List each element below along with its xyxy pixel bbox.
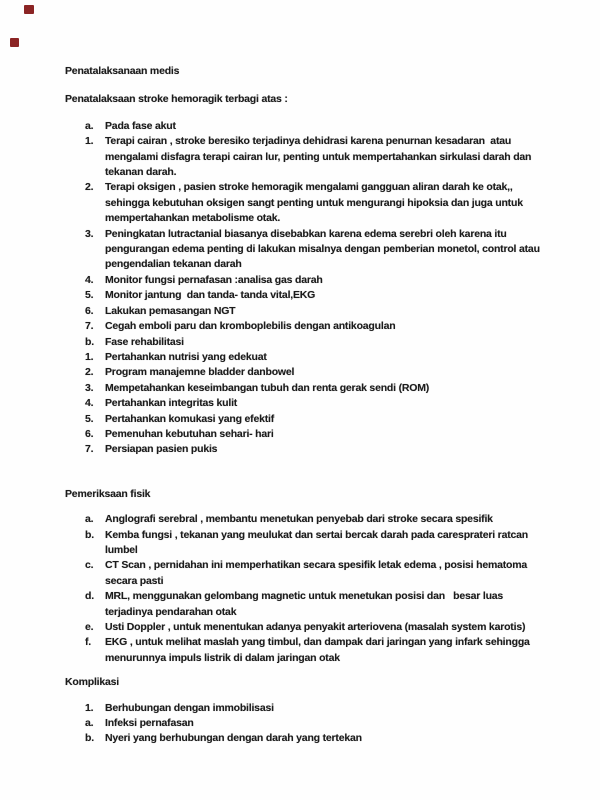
list-marker: b. [85,335,94,348]
list-text: Berhubungan dengan immobilisasi [105,701,274,714]
list-item [85,412,547,427]
list-item [85,381,547,396]
list-item [85,528,547,559]
list-item [85,134,547,180]
list-text: Pertahankan komukasi yang efektif [105,412,275,425]
list-item [85,716,547,731]
list-item [85,512,547,527]
list-text: Lakukan pemasangan NGT [105,304,236,317]
physical-exam-list [65,512,547,666]
list-marker: 1. [85,135,94,148]
list-marker: 4. [85,273,94,286]
list-marker: 1. [85,350,94,363]
list-marker: 6. [85,304,94,317]
list-text: Pertahankan nutrisi yang edekuat [105,350,267,363]
treatment-list [65,119,547,458]
list-text: Cegah emboli paru dan kromboplebilis dengan antikoagulan [105,320,396,333]
list-marker: 3. [85,227,94,240]
list-item [85,558,547,589]
list-item [85,396,547,411]
page-title: Penatalaksanaan medis [65,65,180,77]
list-item [85,701,547,716]
list-text: Monitor jantung dan tanda- tanda vital,EKG [105,289,316,302]
list-item [85,731,547,746]
list-marker: a. [85,119,94,132]
list-marker: d. [85,590,94,603]
list-item [85,273,547,288]
list-item [85,635,547,666]
list-text: Peningkatan lutractanial biasanya disebabkan karena edema serebri oleh karena itu pengurangan edema penting di lakukan misalnya dengan pemberian monetol, control atau pengendalian tekanan darah [105,227,543,271]
list-text: Infeksi pernafasan [105,717,194,730]
list-marker: 1. [85,701,94,714]
list-text: Terapi cairan , stroke beresiko terjadinya dehidrasi karena penurnan kesadaran atau mengalami disfagra terapi cairan lur, penting untuk mempertahankan sirkulasi darah dan tekanan darah. [105,135,534,179]
list-text: Mempetahankan keseimbangan tubuh dan renta gerak sendi (ROM) [105,381,430,394]
list-text: Program manajemne bladder danbowel [105,366,295,379]
list-marker: f. [85,636,92,649]
red-mark-artifact [24,5,34,14]
list-marker: 5. [85,412,94,425]
list-item [85,319,547,334]
list-marker: b. [85,732,94,745]
list-text: Kemba fungsi , tekanan yang meulukat dan sertai bercak darah pada caresprateri ratcan lumbel [105,528,531,556]
list-item [85,589,547,620]
list-text: EKG , untuk melihat maslah yang timbul, dan dampak dari jaringan yang infark sehingga menurunnya impuls listrik di dalam jaringan otak [105,636,533,664]
list-item [85,227,547,273]
list-text: CT Scan , pernidahan ini memperhatikan secara spesifik letak edema , posisi hematoma secara pasti [105,559,530,587]
list-marker: a. [85,717,94,730]
list-text: Pemenuhan kebutuhan sehari- hari [105,427,274,440]
list-marker: e. [85,621,94,633]
list-text: Pertahankan integritas kulit [105,397,238,410]
red-mark-artifact [10,38,19,47]
list-marker: 7. [85,443,94,456]
list-item [85,620,547,635]
list-marker: 2. [85,366,94,379]
list-item [85,365,547,380]
list-marker: 7. [85,320,94,333]
list-text: Anglografi serebral , membantu menetukan penyebab dari stroke secara spesifik [105,513,493,526]
list-item [85,304,547,319]
complications-list [65,701,547,747]
subheading: Penatalaksaan stroke hemoragik terbagi atas : [65,92,288,105]
list-text: Pada fase akut [105,119,176,132]
list-item [85,180,547,226]
list-marker: a. [85,513,94,526]
list-item [85,288,547,303]
list-text: Persiapan pasien pukis [105,443,218,456]
section-title-pemeriksaan-fisik: Pemeriksaan fisik [65,487,151,500]
section-title-komplikasi: Komplikasi [65,676,120,689]
list-marker: b. [85,528,94,541]
list-item [85,335,547,350]
list-marker: c. [85,559,94,572]
list-marker: 6. [85,427,94,440]
list-text: MRL, menggunakan gelombang magnetic untuk menetukan posisi dan besar luas terjadinya pendarahan otak [105,590,506,618]
list-text: Monitor fungsi pernafasan :analisa gas darah [105,273,323,286]
list-marker: 5. [85,289,94,302]
list-item [85,442,547,457]
list-text: Nyeri yang berhubungan dengan darah yang tertekan [105,732,362,745]
list-item [85,119,547,134]
list-text: Usti Doppler , untuk menentukan adanya penyakit arteriovena (masalah system karotis) [105,621,526,633]
list-item [85,427,547,442]
list-item [85,350,547,365]
list-marker: 3. [85,381,94,394]
list-text: Terapi oksigen , pasien stroke hemoragik mengalami gangguan aliran darah ke otak,, sehingga kebutuhan oksigen sangt penting untuk mengurangi hipoksia dan juga untuk mempertahankan metabolisme otak. [105,181,526,225]
list-text: Fase rehabilitasi [105,335,184,348]
document-content [65,64,547,747]
list-marker: 4. [85,397,94,410]
list-marker: 2. [85,181,94,194]
